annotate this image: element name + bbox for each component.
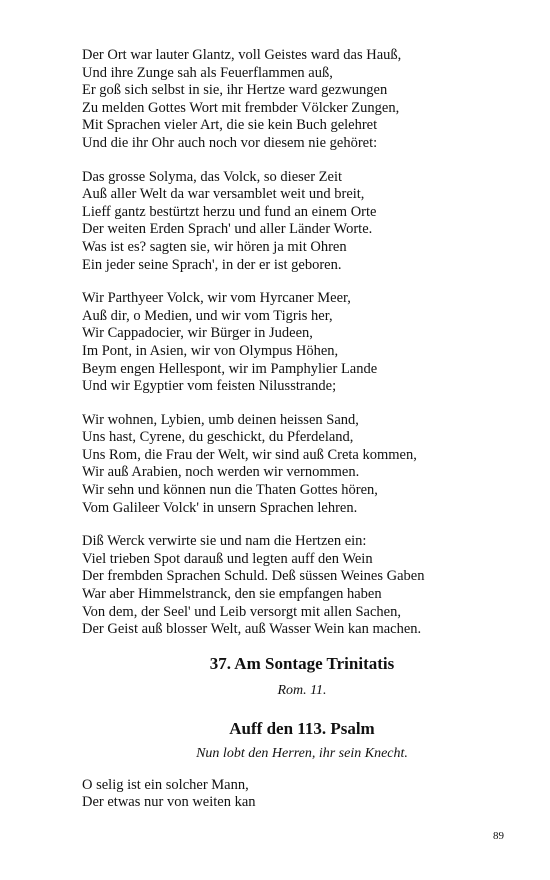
verse-line: Mit Sprachen vieler Art, die sie kein Buch gelehret: [82, 117, 378, 134]
stanza-2: [82, 169, 522, 275]
verse-line: Wir sehn und können nun die Thaten Gottes hören,: [82, 482, 378, 499]
verse-line: Lieff gantz bestürtzt herzu und fund an einem Orte: [82, 203, 377, 220]
verse-line: Und wir Egyptier vom feisten Nilusstrande;: [82, 378, 337, 395]
verse-line: Wir auß Arabien, noch werden wir vernommen.: [82, 464, 360, 481]
verse-line: Wir wohnen, Lybien, umb deinen heissen Sand,: [82, 411, 359, 428]
verse-line: O selig ist ein solcher Mann,: [82, 776, 249, 793]
stanza-5: [82, 533, 522, 639]
verse-line: Beym engen Hellespont, wir im Pamphylier Lande: [82, 360, 378, 377]
verse-line: Im Pont, in Asien, wir von Olympus Höhen,: [82, 342, 339, 359]
verse-line: Von dem, der Seel' und Leib versorgt mit allen Sachen,: [82, 603, 401, 620]
stanza-1: [82, 47, 522, 153]
verse-line: Der weiten Erden Sprach' und aller Länder Worte.: [82, 221, 373, 238]
verse-line: Zu melden Gottes Wort mit frembder Völcker Zungen,: [82, 99, 400, 116]
section-title: 37. Am Sontage Trinitatis: [209, 653, 395, 673]
section-reference: Rom. 11.: [277, 682, 327, 698]
verse-line: Ein jeder seine Sprach', in der er ist geboren.: [82, 256, 342, 273]
verse-line: Wir Cappadocier, wir Bürger in Judeen,: [82, 325, 313, 342]
verse-line: War aber Himmelstranck, den sie empfangen haben: [82, 586, 382, 603]
verse-line: Was ist es? sagten sie, wir hören ja mit Ohren: [82, 238, 347, 255]
verse-line: Uns Rom, die Frau der Welt, wir sind auß Creta kommen,: [82, 446, 417, 463]
verse-line: Der frembden Sprachen Schuld. Deß süssen Weines Gaben: [82, 568, 425, 585]
verse-line: Und die ihr Ohr auch noch vor diesem nie gehöret:: [82, 134, 378, 151]
verse-line: Das grosse Solyma, das Volck, so dieser Zeit: [82, 168, 343, 185]
verse-line: Uns hast, Cyrene, du geschickt, du Pferdeland,: [82, 429, 354, 446]
verse-line: Wir Parthyeer Volck, wir vom Hyrcaner Meer,: [82, 290, 351, 307]
verse-line: Vom Galileer Volck' in unsern Sprachen lehren.: [82, 499, 358, 516]
verse-line: Viel trieben Spot darauß und legten auff den Wein: [82, 550, 373, 567]
verse-line: Diß Werck verwirte sie und nam die Hertzen ein:: [82, 533, 367, 550]
page-body: [82, 47, 522, 828]
verse-line: Und ihre Zunge sah als Feuerflammen auß,: [82, 64, 333, 81]
verse-line: Der Ort war lauter Glantz, voll Geistes ward das Hauß,: [82, 47, 402, 63]
poem-stanza: [82, 777, 522, 812]
page-number: 89: [493, 830, 504, 842]
verse-line: Auß dir, o Medien, und wir vom Tigris her,: [82, 307, 333, 324]
verse-line: Er goß sich selbst in sie, ihr Hertze ward gezwungen: [82, 82, 388, 99]
verse-line: Der Geist auß blosser Welt, auß Wasser Wein kan machen.: [82, 621, 422, 638]
stanza-3: [82, 290, 522, 396]
verse-line: Auß aller Welt da war versamblet weit und breit,: [82, 186, 365, 203]
poem-title: Auff den 113. Psalm: [229, 718, 375, 738]
poem-subtitle: Nun lobt den Herren, ihr sein Knecht.: [196, 745, 408, 761]
verse-line: Der etwas nur von weiten kan: [82, 794, 256, 811]
stanza-4: [82, 412, 522, 518]
